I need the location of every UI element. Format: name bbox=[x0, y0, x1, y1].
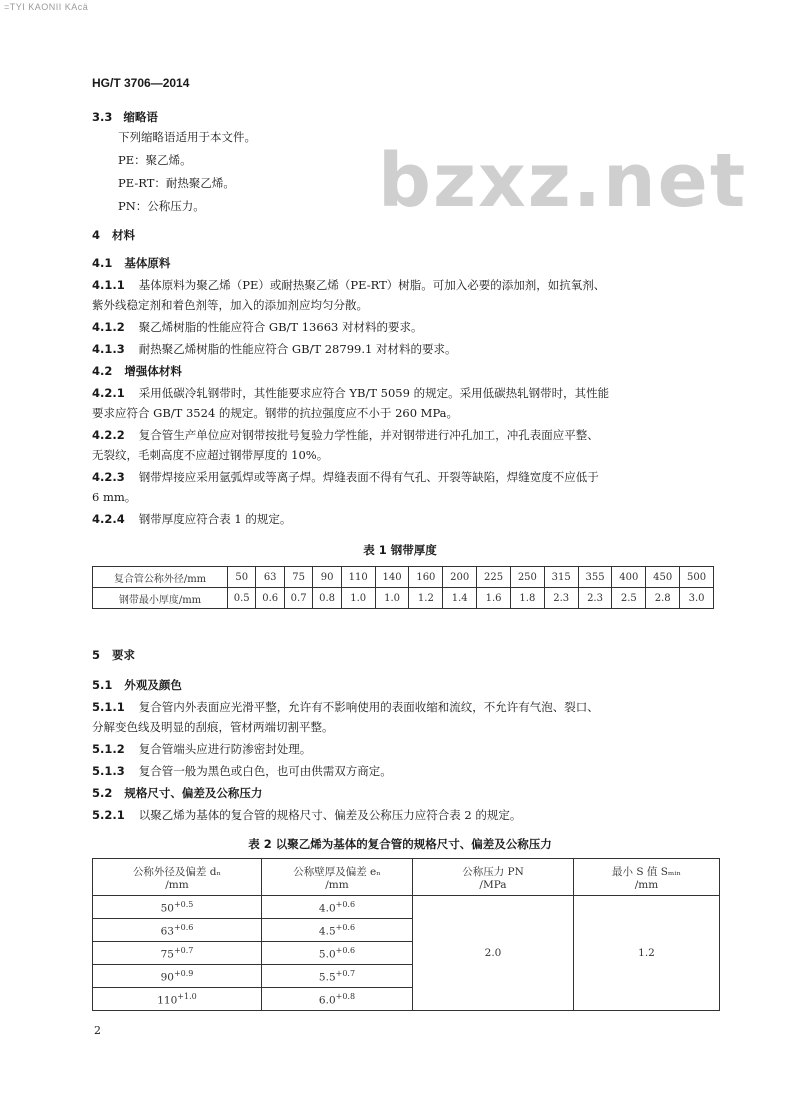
para-4-1-2: 4.1.2 聚乙烯树脂的性能应符合 GB/T 13663 对材料的要求。 bbox=[92, 320, 423, 334]
table-cell-smin: 1.2 bbox=[574, 896, 720, 1011]
table-cell: 50 bbox=[228, 567, 256, 588]
table-cell: 3.0 bbox=[680, 588, 714, 609]
para-4-2-1-line1: 4.2.1 采用低碳冷轧钢带时，其性能要求应符合 YB/T 5059 的规定。采用低碳热轧钢带时，其性能 bbox=[92, 386, 610, 400]
table-2-header-pn: 公称压力 PN /MPa bbox=[413, 859, 574, 896]
table-cell: $4.5^{+0.6}$ bbox=[262, 919, 413, 942]
sec33-abbr-pert: PE-RT：耐热聚乙烯。 bbox=[118, 176, 235, 190]
table-cell: 0.8 bbox=[313, 588, 341, 609]
para-4-2-3-line2: 6 mm。 bbox=[92, 490, 137, 504]
table-cell: 500 bbox=[680, 567, 714, 588]
table-cell: $50^{+0.5}$ bbox=[93, 896, 262, 919]
table-2-header-smin: 最小 S 值 Sₘᵢₙ /mm bbox=[574, 859, 720, 896]
header-mark: =TYI KAONII KAcä bbox=[4, 2, 89, 12]
table-cell: 250 bbox=[510, 567, 544, 588]
table-cell: 140 bbox=[375, 567, 409, 588]
table-cell: $5.5^{+0.7}$ bbox=[262, 965, 413, 988]
table-cell: 355 bbox=[578, 567, 612, 588]
table-2-header-od: 公称外径及偏差 dₙ /mm bbox=[93, 859, 262, 896]
table-cell: $5.0^{+0.6}$ bbox=[262, 942, 413, 965]
table-cell: 1.0 bbox=[375, 588, 409, 609]
table-cell: 90 bbox=[313, 567, 341, 588]
table-cell: 315 bbox=[544, 567, 578, 588]
para-5-1-1-line2: 分解变色线及明显的刮痕，管材两端切割平整。 bbox=[92, 720, 334, 734]
para-4-2-4: 4.2.4 钢带厚度应符合表 1 的规定。 bbox=[92, 512, 292, 526]
para-4-2-3-line1: 4.2.3 钢带焊接应采用氩弧焊或等离子焊。焊缝表面不得有气孔、开裂等缺陷，焊缝宽度不应低于 bbox=[92, 470, 599, 484]
table-cell: $6.0^{+0.8}$ bbox=[262, 988, 413, 1011]
para-4-2-1-line2: 要求应符合 GB/T 3524 的规定。钢带的抗拉强度应不小于 260 MPa。 bbox=[92, 406, 459, 420]
para-5-1-2: 5.1.2 复合管端头应进行防渗密封处理。 bbox=[92, 742, 312, 756]
sec33-abbr-pn: PN：公称压力。 bbox=[118, 199, 205, 213]
table-row bbox=[93, 588, 714, 609]
table-cell: $63^{+0.6}$ bbox=[93, 919, 262, 942]
table-cell: 225 bbox=[477, 567, 511, 588]
watermark-text: bzxz.net bbox=[378, 138, 748, 224]
table-cell: $4.0^{+0.6}$ bbox=[262, 896, 413, 919]
table-1-caption: 表 1 钢带厚度 bbox=[363, 543, 437, 557]
table-cell-pn: 2.0 bbox=[413, 896, 574, 1011]
table-cell: 75 bbox=[284, 567, 312, 588]
table-row bbox=[93, 859, 720, 896]
table-row bbox=[93, 567, 714, 588]
table-cell: 0.5 bbox=[228, 588, 256, 609]
sec33-abbr-pe: PE：聚乙烯。 bbox=[118, 153, 192, 167]
table-1 bbox=[92, 566, 714, 609]
section-5-2-heading: 5.2 规格尺寸、偏差及公称压力 bbox=[92, 786, 263, 800]
section-4-heading: 4 材料 bbox=[92, 228, 136, 242]
table-cell: 1.4 bbox=[443, 588, 477, 609]
standard-number: HG/T 3706—2014 bbox=[92, 76, 190, 90]
para-5-1-3: 5.1.3 复合管一般为黑色或白色，也可由供需双方商定。 bbox=[92, 764, 392, 778]
table-cell: 1.6 bbox=[477, 588, 511, 609]
para-5-1-1-line1: 5.1.1 复合管内外表面应光滑平整，允许有不影响使用的表面收缩和流纹，不允许有气泡、裂口、 bbox=[92, 700, 599, 714]
page-number: 2 bbox=[94, 1024, 101, 1037]
table-cell: $90^{+0.9}$ bbox=[93, 965, 262, 988]
table-cell: 1.8 bbox=[510, 588, 544, 609]
table-cell: 2.3 bbox=[578, 588, 612, 609]
section-5-heading: 5 要求 bbox=[92, 648, 136, 662]
section-5-1-heading: 5.1 外观及颜色 bbox=[92, 678, 182, 692]
table-cell: 110 bbox=[341, 567, 375, 588]
section-4-2-heading: 4.2 增强体材料 bbox=[92, 364, 182, 378]
table-2 bbox=[92, 858, 720, 1011]
table-2-header-wall: 公称壁厚及偏差 eₙ /mm bbox=[262, 859, 413, 896]
table-1-header-cell: 复合管公称外径/mm bbox=[93, 567, 228, 588]
table-cell: 63 bbox=[256, 567, 284, 588]
table-1-header-cell: 钢带最小厚度/mm bbox=[93, 588, 228, 609]
table-cell: 2.3 bbox=[544, 588, 578, 609]
para-4-2-2-line2: 无裂纹，毛刺高度不应超过钢带厚度的 10%。 bbox=[92, 448, 329, 462]
table-cell: 2.8 bbox=[646, 588, 680, 609]
para-5-2-1: 5.2.1 以聚乙烯为基体的复合管的规格尺寸、偏差及公称压力应符合表 2 的规定。 bbox=[92, 808, 522, 822]
table-row bbox=[93, 896, 720, 919]
table-cell: 400 bbox=[612, 567, 646, 588]
table-cell: 0.7 bbox=[284, 588, 312, 609]
table-cell: 1.2 bbox=[409, 588, 443, 609]
table-cell: 200 bbox=[443, 567, 477, 588]
table-cell: $75^{+0.7}$ bbox=[93, 942, 262, 965]
table-2-caption: 表 2 以聚乙烯为基体的复合管的规格尺寸、偏差及公称压力 bbox=[248, 837, 552, 851]
para-4-1-1-line2: 紫外线稳定剂和着色剂等，加入的添加剂应均匀分散。 bbox=[92, 298, 368, 312]
table-cell: $110^{+1.0}$ bbox=[93, 988, 262, 1011]
table-cell: 160 bbox=[409, 567, 443, 588]
table-cell: 450 bbox=[646, 567, 680, 588]
table-cell: 0.6 bbox=[256, 588, 284, 609]
table-cell: 2.5 bbox=[612, 588, 646, 609]
para-4-2-2-line1: 4.2.2 复合管生产单位应对钢带按批号复验力学性能，并对钢带进行冲孔加工，冲孔表面应平整、 bbox=[92, 428, 599, 442]
para-4-1-3: 4.1.3 耐热聚乙烯树脂的性能应符合 GB/T 28799.1 对材料的要求。 bbox=[92, 342, 457, 356]
para-4-1-1-line1: 4.1.1 基体原料为聚乙烯（PE）或耐热聚乙烯（PE-RT）树脂。可加入必要的添加剂，如抗氧剂、 bbox=[92, 278, 606, 292]
section-3-3-heading: 3.3 缩略语 bbox=[92, 110, 158, 124]
sec33-intro: 下列缩略语适用于本文件。 bbox=[118, 130, 256, 144]
table-cell: 1.0 bbox=[341, 588, 375, 609]
section-4-1-heading: 4.1 基体原料 bbox=[92, 256, 171, 270]
